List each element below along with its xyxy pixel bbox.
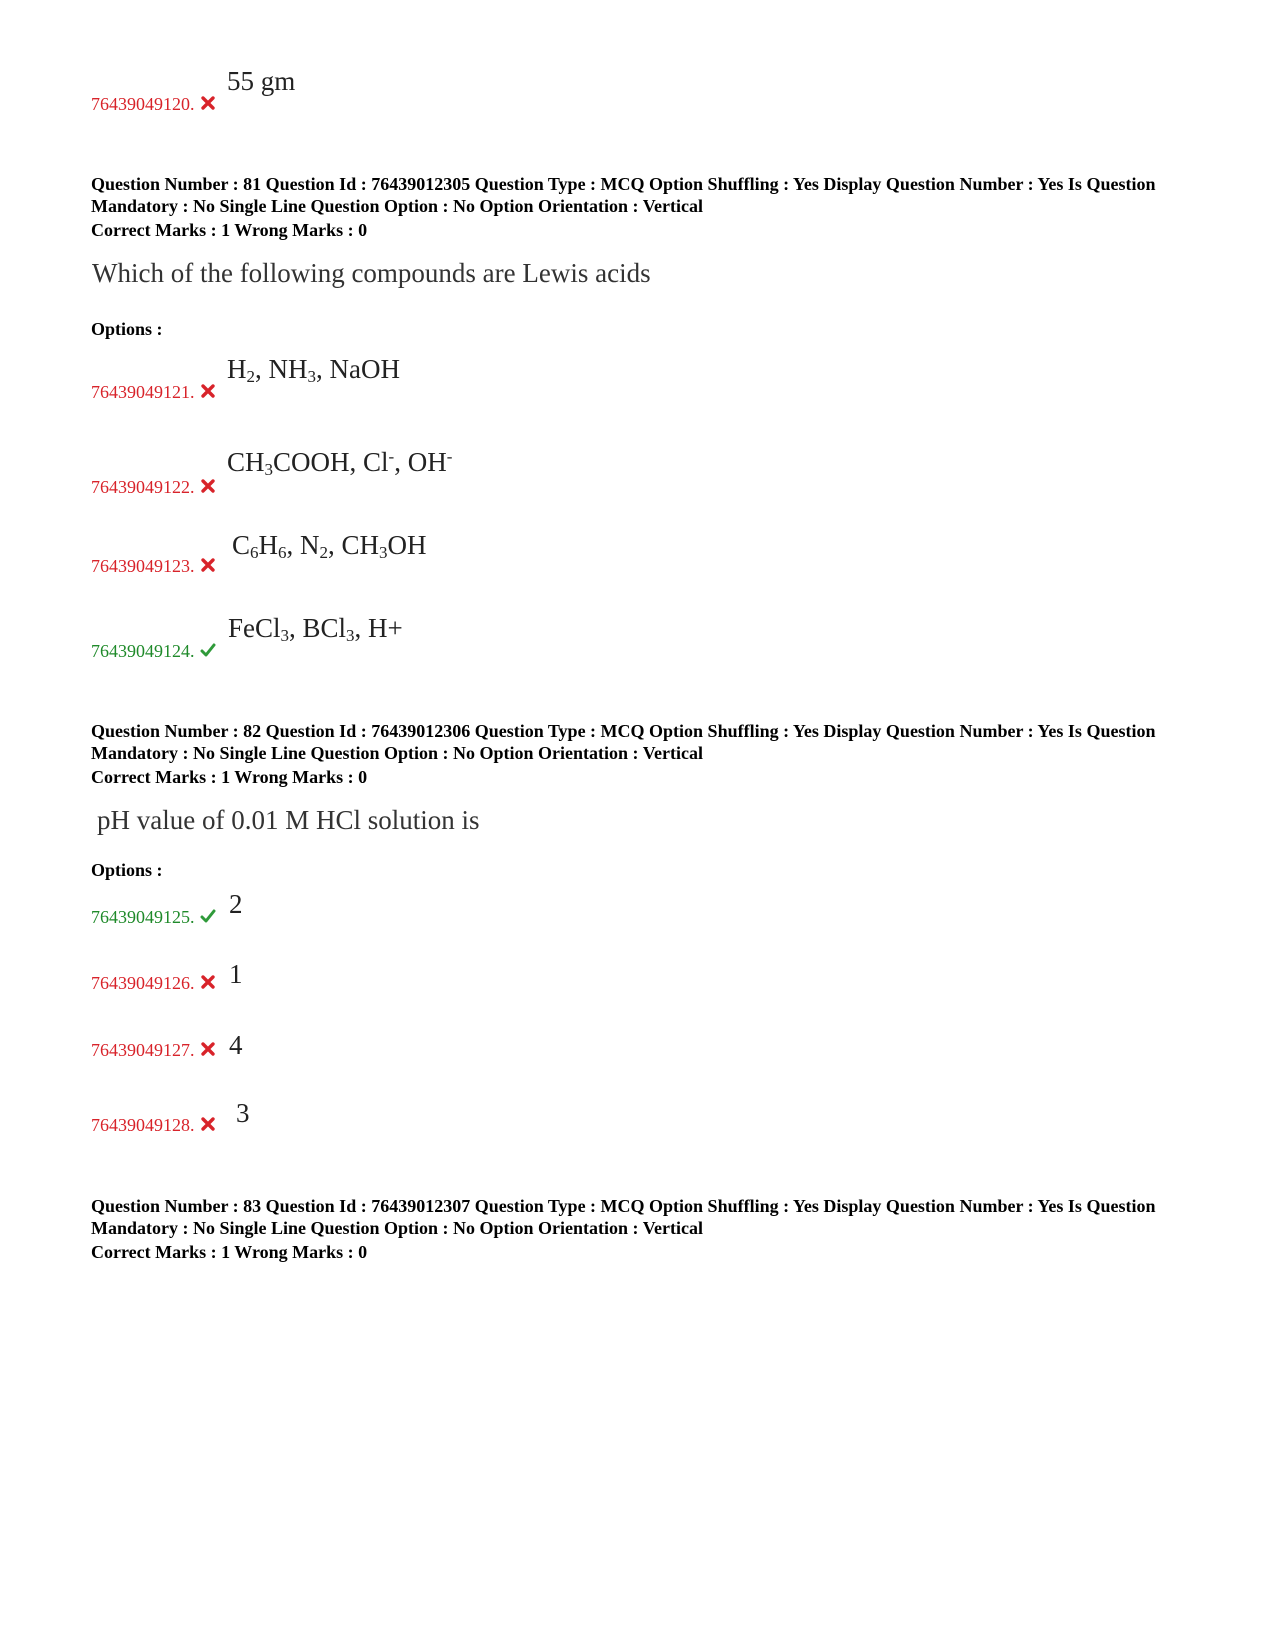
option-row [91, 94, 216, 114]
option-id: 76439049122. [91, 477, 195, 497]
options-label: Options : [91, 319, 163, 339]
cross-icon [200, 383, 216, 399]
option-row [91, 641, 216, 661]
option-id: 76439049128. [91, 1115, 195, 1135]
cross-icon [200, 95, 216, 111]
cross-icon [200, 974, 216, 990]
check-icon [200, 642, 216, 658]
option-text: 3 [236, 1098, 250, 1128]
question-meta: Question Number : 83 Question Id : 76439012307 Question Type : MCQ Option Shuffling : Yes Display Question Number : Yes Is Question Mandatory : No Single Line Question Option : No Option Orientation : Vertical [91, 1196, 1156, 1238]
option-row [91, 1115, 216, 1135]
option-id: 76439049125. [91, 907, 195, 927]
option-row [91, 1040, 216, 1060]
cross-icon [200, 557, 216, 573]
cross-icon [200, 478, 216, 494]
question-text: Which of the following compounds are Lewis acids [92, 258, 651, 288]
question-meta: Question Number : 81 Question Id : 76439012305 Question Type : MCQ Option Shuffling : Yes Display Question Number : Yes Is Question Mandatory : No Single Line Question Option : No Option Orientation : Vertical [91, 174, 1156, 216]
options-label: Options : [91, 860, 163, 880]
option-text: $CH_3COOH$, Cl-, OH- [227, 447, 453, 479]
option-id: 76439049124. [91, 641, 195, 661]
option-text: 55 gm [227, 66, 296, 96]
option-id: 76439049127. [91, 1040, 195, 1060]
cross-icon [200, 1116, 216, 1132]
question-marks: Correct Marks : 1 Wrong Marks : 0 [91, 767, 368, 787]
question-text: pH value of 0.01 M HCl solution is [97, 805, 480, 835]
check-icon [200, 908, 216, 924]
option-id: 76439049123. [91, 556, 195, 576]
option-row [91, 907, 216, 927]
cross-icon [200, 1041, 216, 1057]
question-marks: Correct Marks : 1 Wrong Marks : 0 [91, 1242, 368, 1262]
option-id: 76439049121. [91, 382, 195, 402]
option-id: 76439049126. [91, 973, 195, 993]
option-text: 2 [229, 889, 243, 919]
option-row [91, 973, 216, 993]
option-id: 76439049120. [91, 94, 195, 114]
option-row [91, 556, 216, 576]
option-text: 4 [229, 1030, 243, 1060]
option-text: $C_6H_6$, $N_2$, $CH_3OH$ [232, 530, 427, 562]
question-meta: Question Number : 82 Question Id : 76439012306 Question Type : MCQ Option Shuffling : Yes Display Question Number : Yes Is Question Mandatory : No Single Line Question Option : No Option Orientation : Vertical [91, 721, 1156, 763]
option-text: FeCl$_3$, BCl$_3$, H+ [228, 613, 403, 645]
option-text: 1 [229, 959, 243, 989]
option-row [91, 477, 216, 497]
option-row [91, 382, 216, 402]
option-text: $H_2$, $NH_3$, NaOH [227, 354, 400, 386]
question-marks: Correct Marks : 1 Wrong Marks : 0 [91, 220, 368, 240]
